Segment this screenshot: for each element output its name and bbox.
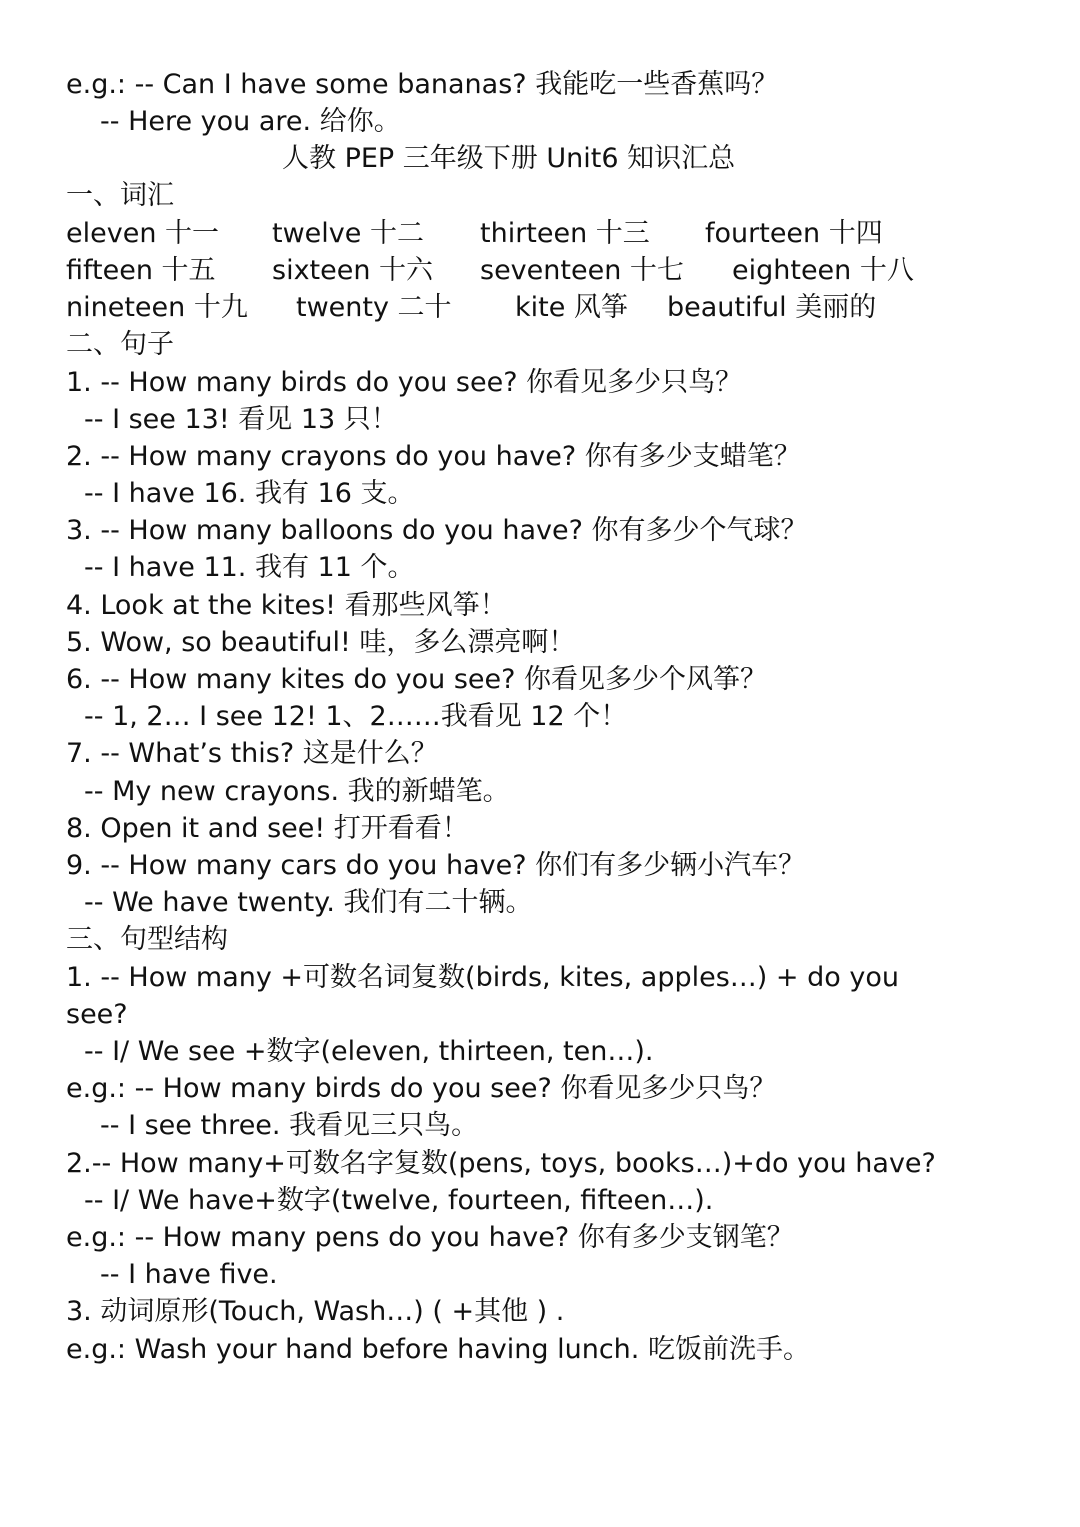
sentence-line: 7. -- What’s this? 这是什么？ bbox=[66, 738, 438, 769]
pattern-line: 1. -- How many +可数名词复数(birds, kites, apples…) + do you bbox=[66, 962, 899, 993]
sentence-line: -- We have twenty. 我们有二十辆。 bbox=[84, 887, 533, 918]
vocab-item: twelve 十二 bbox=[272, 218, 424, 249]
page-title: 人教 PEP 三年级下册 Unit6 知识汇总 bbox=[282, 143, 736, 174]
sentence-line: 9. -- How many cars do you have? 你们有多少辆小汽车？ bbox=[66, 850, 806, 881]
vocab-item: kite 风筝 bbox=[515, 292, 628, 323]
vocab-item: fifteen 十五 bbox=[66, 255, 216, 286]
section-heading-sentences: 二、句子 bbox=[66, 329, 174, 360]
sentence-line: 4. Look at the kites! 看那些风筝！ bbox=[66, 590, 507, 621]
vocab-item: nineteen 十九 bbox=[66, 292, 248, 323]
sentence-line: -- I have 16. 我有 16 支。 bbox=[84, 478, 415, 509]
sentence-line: -- I see 13! 看见 13 只！ bbox=[84, 404, 398, 435]
pattern-line: -- I/ We have+数字(twelve, fourteen, fifteen…). bbox=[84, 1185, 714, 1216]
sentence-line: -- I have 11. 我有 11 个。 bbox=[84, 552, 415, 583]
pattern-line: -- I see three. 我看见三只鸟。 bbox=[100, 1110, 479, 1141]
intro-question: e.g.: -- Can I have some bananas? 我能吃一些香蕉吗？ bbox=[66, 69, 779, 100]
vocab-item: sixteen 十六 bbox=[272, 255, 434, 286]
sentence-line: 1. -- How many birds do you see? 你看见多少只鸟？ bbox=[66, 367, 743, 398]
vocab-item: beautiful 美丽的 bbox=[667, 292, 877, 323]
vocab-item: fourteen 十四 bbox=[705, 218, 883, 249]
sentence-line: 2. -- How many crayons do you have? 你有多少支蜡笔？ bbox=[66, 441, 801, 472]
pattern-line: e.g.: -- How many pens do you have? 你有多少支钢笔？ bbox=[66, 1222, 794, 1253]
pattern-line: see? bbox=[66, 999, 128, 1030]
section-heading-patterns: 三、句型结构 bbox=[66, 924, 228, 955]
pattern-line: -- I/ We see +数字(eleven, thirteen, ten…). bbox=[84, 1036, 654, 1067]
sentence-line: 3. -- How many balloons do you have? 你有多少个气球？ bbox=[66, 515, 808, 546]
section-heading-vocabulary: 一、词汇 bbox=[66, 180, 174, 211]
pattern-line: -- I have five. bbox=[100, 1259, 278, 1290]
pattern-line: e.g.: Wash your hand before having lunch. 吃饭前洗手。 bbox=[66, 1334, 810, 1365]
vocab-item: eleven 十一 bbox=[66, 218, 220, 249]
sentence-line: -- My new crayons. 我的新蜡笔。 bbox=[84, 776, 510, 807]
vocab-item: eighteen 十八 bbox=[732, 255, 914, 286]
vocab-item: thirteen 十三 bbox=[480, 218, 650, 249]
sentence-line: 8. Open it and see! 打开看看！ bbox=[66, 813, 469, 844]
sentence-line: -- 1, 2… I see 12! 1、2……我看见 12 个！ bbox=[84, 701, 628, 732]
sentence-line: 5. Wow, so beautiful! 哇，多么漂亮啊！ bbox=[66, 627, 576, 658]
pattern-line: 2.-- How many+可数名字复数(pens, toys, books…)+do you have? bbox=[66, 1148, 936, 1179]
pattern-line: e.g.: -- How many birds do you see? 你看见多少只鸟？ bbox=[66, 1073, 777, 1104]
sentence-line: 6. -- How many kites do you see? 你看见多少个风筝？ bbox=[66, 664, 768, 695]
vocab-item: seventeen 十七 bbox=[480, 255, 684, 286]
intro-answer: -- Here you are. 给你。 bbox=[100, 106, 401, 137]
pattern-line: 3. 动词原形(Touch, Wash…) ( +其他 ) . bbox=[66, 1296, 565, 1327]
vocab-item: twenty 二十 bbox=[296, 292, 452, 323]
